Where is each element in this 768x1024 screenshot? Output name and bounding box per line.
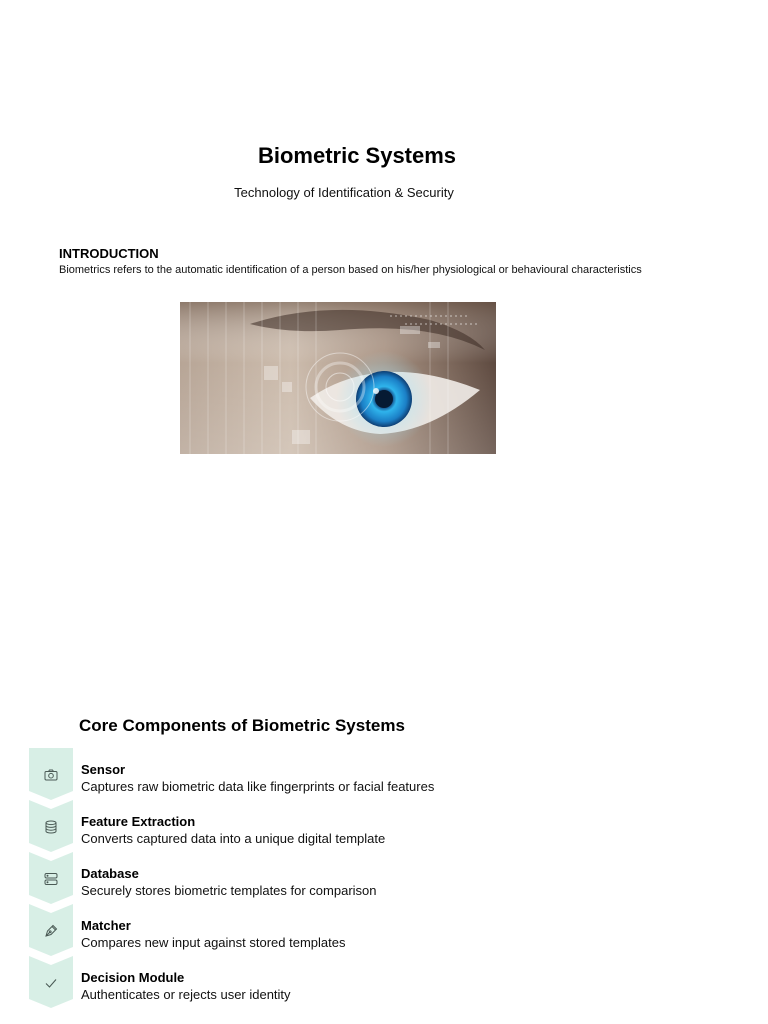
component-description: Compares new input against stored templates: [81, 935, 346, 950]
component-description: Converts captured data into a unique digital template: [81, 831, 386, 846]
eye-scan-image: [180, 302, 496, 454]
component-description: Captures raw biometric data like fingerprints or facial features: [81, 779, 435, 794]
document-title: Biometric Systems: [257, 143, 457, 168]
core-components-heading: Core Components of Biometric Systems: [79, 716, 405, 735]
component-title: Database: [81, 866, 139, 881]
component-item-sensor: [29, 748, 629, 800]
document-subtitle: Technology of Identification & Security: [234, 185, 454, 200]
pen-icon: [44, 924, 58, 938]
component-item-database: [29, 852, 629, 904]
chevron-marker: [29, 800, 73, 852]
chevron-marker: [29, 904, 73, 956]
introduction-body: Biometrics refers to the automatic identification of a person based on his/her physiological or behavioural characteristics: [59, 264, 642, 276]
chevron-marker: [29, 852, 73, 904]
chevron-marker: [29, 956, 73, 1008]
component-title: Sensor: [81, 762, 126, 777]
introduction-heading: INTRODUCTION: [59, 246, 159, 261]
database-icon: [44, 820, 58, 834]
component-description: Securely stores biometric templates for comparison: [81, 883, 377, 898]
component-item-matcher: [29, 904, 629, 956]
component-title: Decision Module: [81, 970, 185, 985]
server-icon: [44, 872, 58, 886]
camera-icon: [44, 768, 58, 782]
chevron-marker: [29, 748, 73, 800]
component-item-feature-extraction: [29, 800, 629, 852]
component-title: Matcher: [81, 918, 131, 933]
component-description: Authenticates or rejects user identity: [81, 987, 291, 1002]
components-list: [29, 748, 629, 1008]
component-item-decision-module: [29, 956, 629, 1008]
check-icon: [44, 976, 58, 990]
component-title: Feature Extraction: [81, 814, 196, 829]
